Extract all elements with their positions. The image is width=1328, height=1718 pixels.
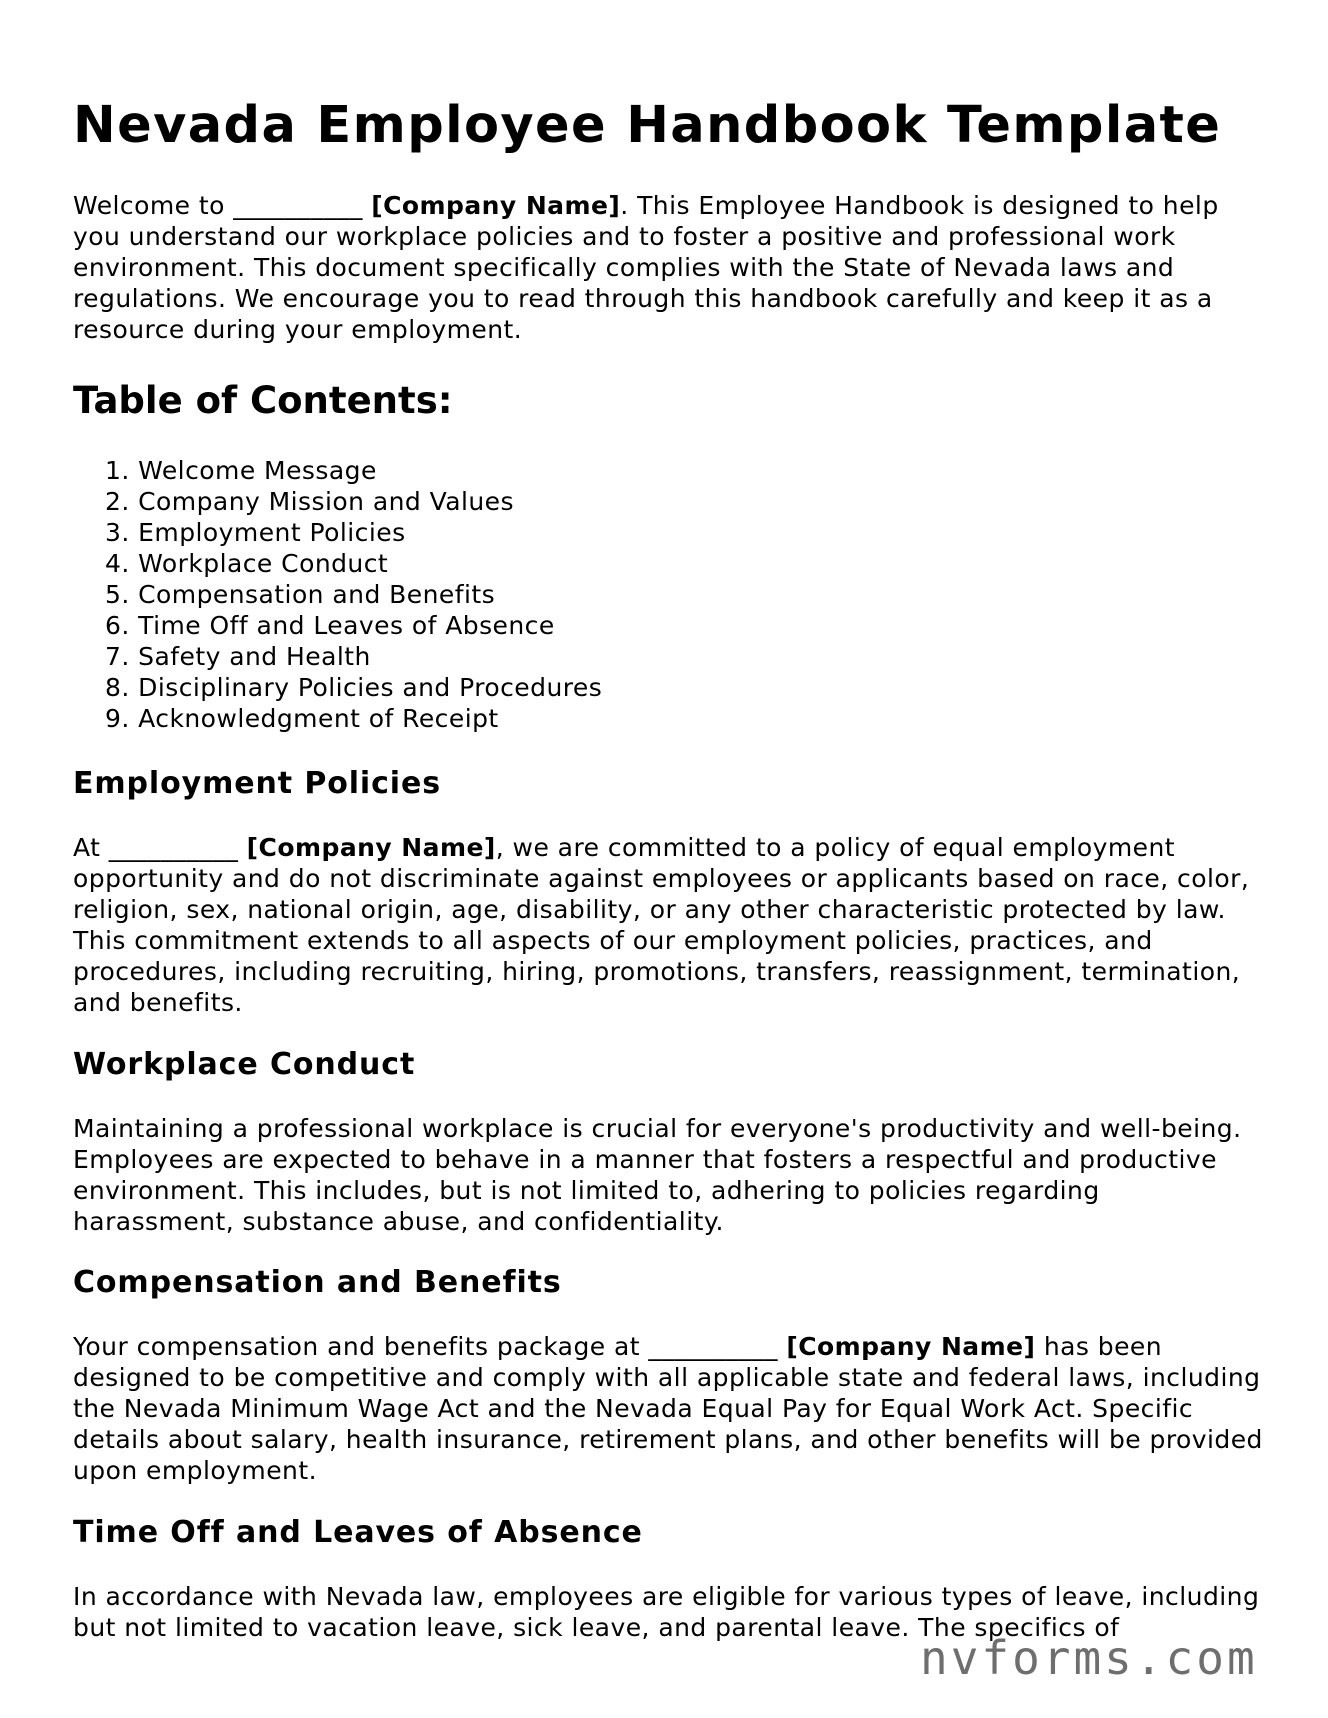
company-name-blank: __________	[648, 1332, 778, 1361]
toc-heading: Table of Contents:	[73, 379, 453, 422]
workplace-conduct-heading: Workplace Conduct	[73, 1047, 416, 1082]
toc-item: 7. Safety and Health	[105, 642, 371, 671]
compensation-paragraph	[73, 1331, 1263, 1486]
intro-text-before: Welcome to	[73, 191, 234, 220]
toc-item: 9. Acknowledgment of Receipt	[105, 704, 499, 733]
employment-text-before: At	[73, 833, 109, 862]
intro-paragraph	[73, 190, 1263, 345]
toc-item: 5. Compensation and Benefits	[105, 580, 496, 609]
company-name-placeholder: [Company Name]	[786, 1332, 1036, 1361]
time-off-heading: Time Off and Leaves of Absence	[73, 1515, 643, 1550]
company-name-blank: __________	[233, 191, 363, 220]
employment-policies-paragraph	[73, 832, 1263, 1018]
employment-text-after: , we are committed to a policy of equal employment opportunity and do not discriminate against employees or applicants based on race, color, religion, sex, national origin, age, disability, or any other characteristic protected by law. This commitment extends to all aspects of our employment policies, practices, and procedures, including recruiting, hiring, promotions, transfers, reassignment, termination, and benefits.	[73, 833, 1250, 1017]
compensation-text-before: Your compensation and benefits package at	[73, 1332, 649, 1361]
company-name-placeholder: [Company Name]	[371, 191, 621, 220]
intro-text-after: . This Employee Handbook is designed to help you understand our workplace policies and to foster a positive and professional work environment. This document specifically complies with the State of Nevada laws and regulations. We encourage you to read through this handbook carefully and keep it as a resource during your employment.	[73, 191, 1219, 344]
time-off-paragraph: In accordance with Nevada law, employees are eligible for various types of leave, including but not limited to vacation leave, sick leave, and parental leave. The specifics of	[73, 1582, 1260, 1642]
employment-policies-heading: Employment Policies	[73, 766, 441, 801]
table-of-contents	[105, 455, 602, 734]
toc-item: 1. Welcome Message	[105, 456, 377, 485]
compensation-text-after: has been designed to be competitive and comply with all applicable state and federal laws, including the Nevada Minimum Wage Act and the Nevada Equal Pay for Equal Work Act. Specific details about salary, health insurance, retirement plans, and other benefits will be provided upon employment.	[73, 1332, 1263, 1485]
toc-item: 2. Company Mission and Values	[105, 487, 514, 516]
toc-item: 8. Disciplinary Policies and Procedures	[105, 673, 603, 702]
compensation-heading: Compensation and Benefits	[73, 1265, 562, 1300]
toc-item: 4. Workplace Conduct	[105, 549, 389, 578]
watermark-logo: nvforms.com	[920, 1631, 1258, 1685]
company-name-blank: __________	[108, 833, 239, 862]
workplace-conduct-paragraph: Maintaining a professional workplace is crucial for everyone's productivity and well-being. Employees are expected to behave in a manner that fosters a respectful and productive environment. This includes, but is not limited to, adhering to policies regarding harassment, substance abuse, and confidentiality.	[73, 1114, 1242, 1236]
toc-item: 6. Time Off and Leaves of Absence	[105, 611, 555, 640]
toc-item: 3. Employment Policies	[105, 518, 406, 547]
page-title: Nevada Employee Handbook Template	[73, 96, 1222, 155]
company-name-placeholder: [Company Name]	[246, 833, 496, 862]
